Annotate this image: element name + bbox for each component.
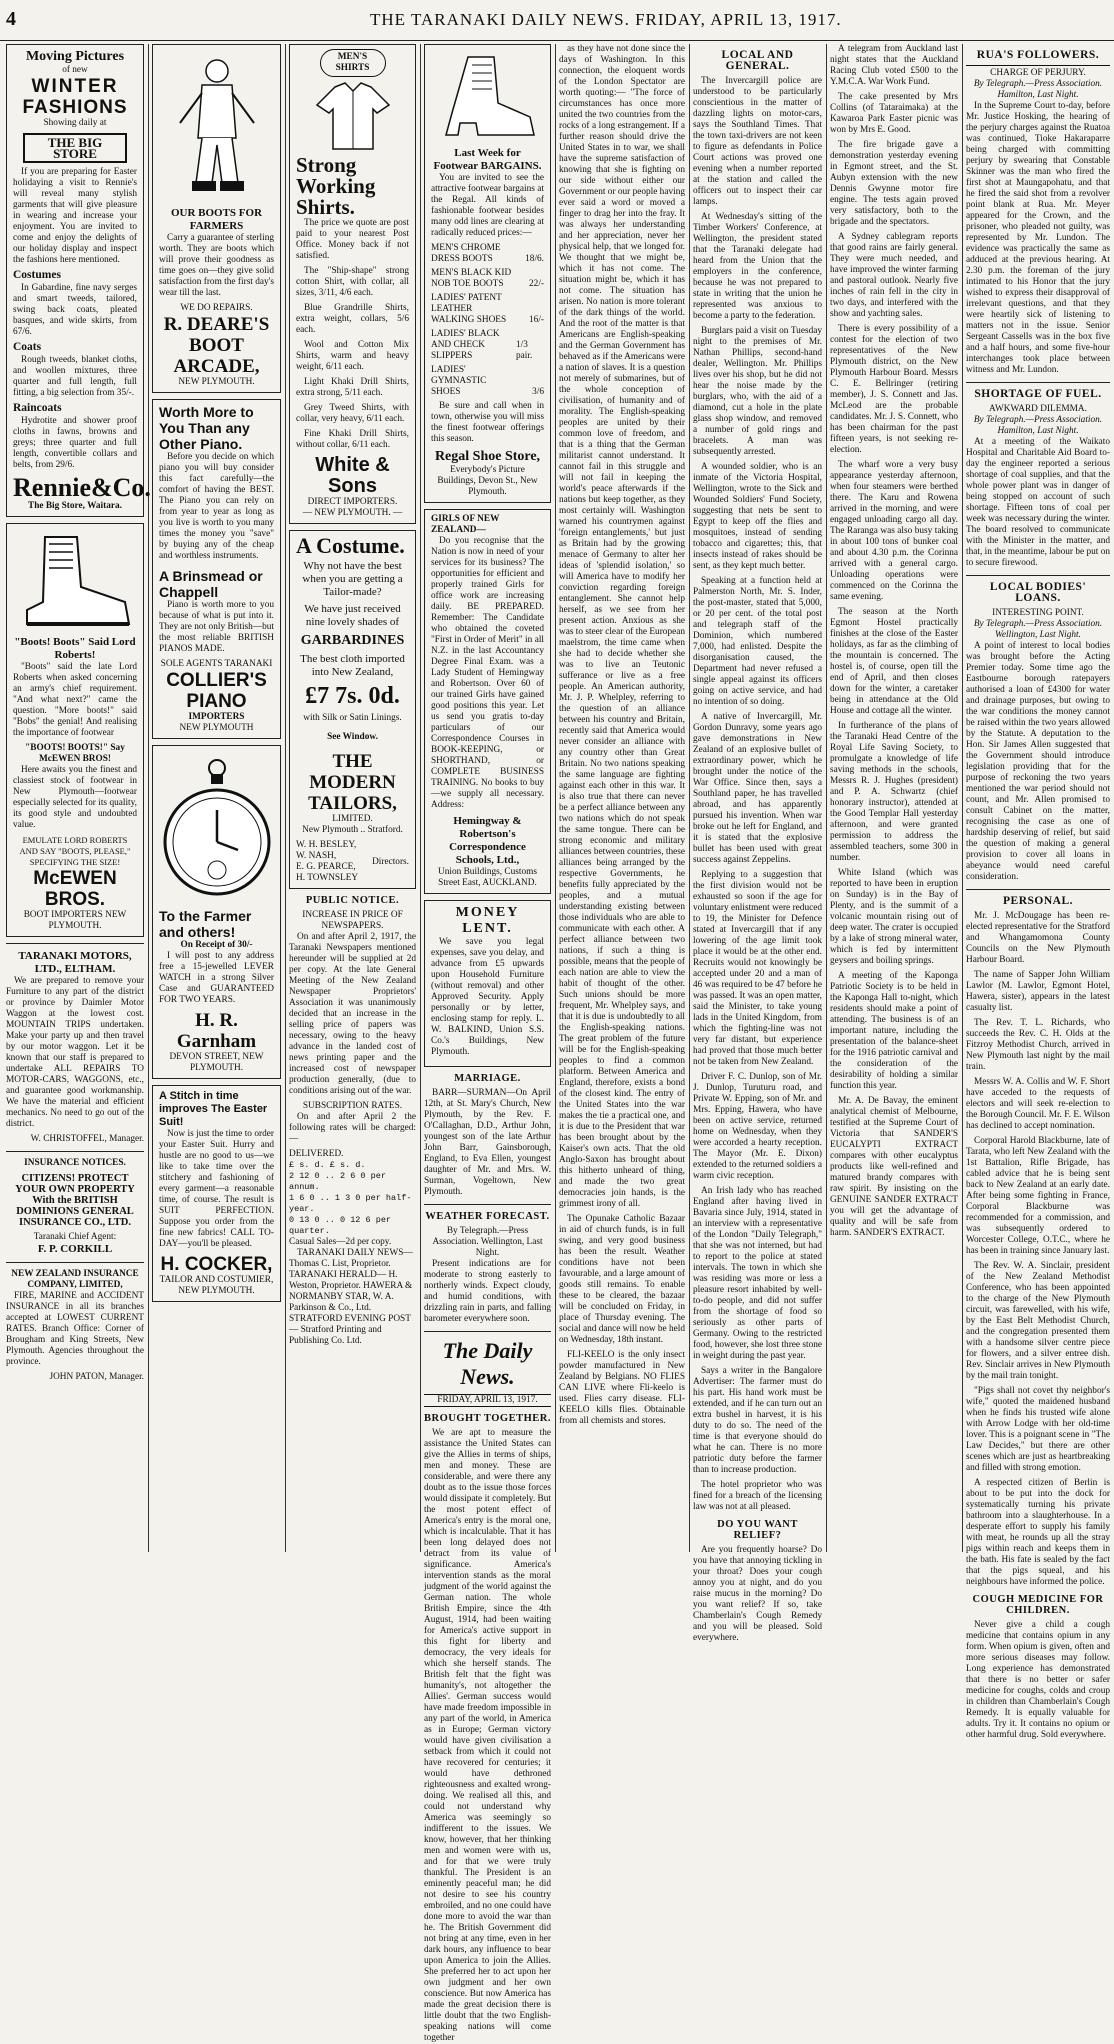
tailors-price: £7 7s. 0d. [305, 683, 400, 709]
director-name: W. NASH, [296, 851, 337, 861]
deare-advertisement [152, 44, 281, 393]
hemingway-brand: Hemingway & Robertson's Correspondence Schools, Ltd., [449, 815, 526, 866]
local-general-paragraphs [693, 76, 822, 1513]
local-news-item: Driver F. C. Dunlop, son of Mr. J. Dunlop, Turuturu road, and Private W. Epping, son of Mr. and Mrs. Epping, Hawera, who have been on active service, returned home on Wednesday, when they were accorded a hearty reception. The Mayor (Mr. E. Dixon) extended to the returned soldiers a warm civic reception. [693, 1072, 822, 1181]
editorial [424, 1338, 551, 2044]
weather-forecast [424, 1211, 551, 1325]
cocker-advertisement [152, 1085, 281, 1302]
tailors-fabric: GARBARDINES [300, 633, 405, 648]
garnham-offer: On Receipt of 30/- [180, 940, 253, 950]
collier-piano-advertisement [152, 399, 281, 739]
local-news-item: Speaking at a function held at Palmerston North, Mr. S. Inder, the post-master, stated that 5,000, or 20 per cent. of the total post and telegraph staff of the Dominion, which numbered 7,000, had enlisted. Despite the disorganisation caused, the Department had never refused a single appeal against its officers going on active service, and had no intention of so doing. [693, 576, 822, 707]
girls-body: Do you recognise that the Nation is now in need of your services for its business? The opportunities for efficient and properly trained Girls for office work are increasing daily. BE PREPARED. Remember: The Candidate who obtained the coveted "First in Order of Merit" in all N.Z. in the last Accountancy Degree Final Exam. was a Lady Student of Hemingway and Robertson. Over 60 of our trained Girls have gained good positions this year. Let us send you gratis to-day particulars of our Correspondence Courses in BOOK-KEEPING, or SHORTHAND, or COMPLETE BUSINESS TRAINING. No books to buy—we supply all necessary. Address: [431, 536, 544, 810]
tailors-place: New Plymouth .. Stratford. [302, 825, 403, 835]
fuel-head: SHORTAGE OF FUEL. [974, 388, 1102, 400]
piano-head2: A Brinsmead or Chappell [159, 568, 263, 600]
personal-item: "Pigs shall not covet thy neighbor's wife," quoted the maidened husband when he finds his trusted wife alone with Arrow Lodge with her old-time lover. This is a poignant scene in "The Law Decides," but there are other scenes which are just as heartbreaking and filled with strong emotion. [966, 1386, 1110, 1473]
marriage-body: BARR—SURMAN—On April 12th, at St. Mary's Church, New Plymouth, by the Rev. F. O'Callaghan, D.D., Arthur John, youngest son of the late Arthur John Barr, Gainsborough, England, to Eva Ellen, youngest daughter of Mr. and Mrs. W. Surman, Vogeltown, New Plymouth. [424, 1088, 551, 1197]
local-news-item: Replying to a suggestion that the first division would not be exhausted so soon if the age for voluntary enlistment were reduced to 19, the Minister for Defence stated at Invercargill that if any lowering of the age limit took place it would be at the other end. Recruits would not knowingly be accepted under 20 and a man of 46 was required to be 47 before he was passed. It was an open matter, said the Minister, to take young lads in the United Kingdom, from which the fighting-line was not very far distant, but experience had proved that those much better not be taken from New Zealand. [693, 870, 822, 1067]
divider [966, 382, 1110, 383]
divider [6, 943, 144, 944]
coats-heading: Coats [13, 341, 42, 353]
divider [966, 889, 1110, 890]
local-news-item: Burglars paid a visit on Tuesday night to the premises of Mr. Nathan Phillips, second-hand dealer, Wellington. Mr. Phillips lives over his shop, but he did not hear the noise made by the burglars, who, with the aid of a diamond, cut a hole in the plate glass shop window, and removed a number of gold rings and bracelets. A man was subsequently arrested. [693, 326, 822, 457]
divider [6, 1262, 144, 1263]
piano-head: Worth More to You Than any Other Piano. [159, 404, 254, 452]
nz-insurance-sign: JOHN PATON, Manager. [49, 1372, 144, 1382]
regal-item [431, 268, 544, 290]
tailors-with: with Silk or Satin Linings. [303, 713, 402, 723]
rennie-headline: Moving Pictures [25, 49, 125, 64]
motors-head: TARANAKI MOTORS, LTD., ELTHAM. [18, 950, 132, 975]
money-lent-head: MONEY LENT. [455, 905, 520, 936]
garnham-addr: DEVON STREET, NEW PLYMOUTH. [169, 1052, 264, 1073]
public-notice [289, 895, 416, 1347]
column-rule [962, 44, 963, 1552]
regal-item-name: LADIES' BLACK AND CHECK SLIPPERS [431, 329, 500, 361]
subscription-rates-head: SUBSCRIPTION RATES. [302, 1101, 403, 1111]
opunake-bazaar: The Opunake Catholic Bazaar in aid of church funds, is in full swing, and very good business has been the result. Weather conditions have not been favourable, and a large amount of goods still remains. To enable these to be cleared, the bazaar will be concluded on Friday, in place of Thursday evening. The social and dance will now be held on Wednesday, 18th instant. [559, 1214, 685, 1345]
rennie-showing: Showing daily at [43, 118, 107, 128]
personal-item: Mr. J. McDougage has been re-elected representative for the Stratford and Whangamomona County Councils on the New Plymouth Harbour Board. [966, 911, 1110, 965]
mcewen-quote-head: "Boots! Boots" Said Lord Roberts! [14, 636, 136, 661]
modern-tailors-brand: THE MODERN TAILORS, [308, 751, 397, 814]
rua-byline: By Telegraph.—Press Association. Hamilton, Last Night. [973, 79, 1103, 100]
rennie-intro: If you are preparing for Easter holidaying a visit to Rennie's will reveal many stylish garments that will give pleasure in wearing and increase your enjoyment. You are invited to come and enjoy the delights of our holiday display and inspect the fashions here mentioned. [13, 167, 137, 265]
rate-rows [289, 1160, 416, 1237]
weather-byline: By Telegraph.—Press Association. Wellington, Last Night. [432, 1226, 543, 1258]
piano-agents: SOLE AGENTS TARANAKI [160, 659, 273, 669]
public-notice-sub: INCREASE IN PRICE OF NEWSPAPERS. [302, 910, 403, 931]
personal-item: The name of Sapper John William Lawlor (M. Lawlor, Egmont Hotel, Hawera, sister), appears in the latest casualty list. [966, 970, 1110, 1013]
regal-head: Last Week for Footwear BARGAINS. [433, 147, 542, 172]
regal-item-price: 1/3 pair. [516, 340, 533, 361]
regal-item-price: 22/- [529, 279, 544, 289]
local-news-item: The fire brigade gave a demonstration yesterday evening in Egmont street, and the St. Aubyn extension with the new Dennis Gwynne motor fire engine. The tests again proved very satisfactory, both to the brigade and the spectators. [830, 140, 958, 227]
divider [966, 575, 1110, 576]
regal-footer: Be sure and call when in town, otherwise you will miss the finest footwear offerings this season. [431, 401, 544, 444]
local-news-item: The cake presented by Mrs Collins (of Tataraimaka) at the Kawaroa Park Easter picnic was won by Mrs E. Good. [830, 92, 958, 135]
mcewen-emulate: EMULATE LORD ROBERTS AND SAY "BOOTS, PLEASE," SPECIFYING THE SIZE! [19, 835, 131, 867]
nz-insurance-body: FIRE, MARINE and ACCIDENT INSURANCE in all its branches accepted at LOWEST CURRENT RATES. Branch Office: Corner of Brougham and King Streets, New Plymouth. Agencies throughout the province. [6, 1291, 144, 1367]
cocker-brand: H. COCKER, [160, 1254, 273, 1275]
rate-row: 0 13 0 .. 0 12 6 per quarter. [289, 1215, 392, 1236]
rua-body: In the Supreme Court to-day, before Mr. Justice Hosking, the hearing of the perjury charges against the Ruatoa was continued, Tioke Hakaraparre being charged with committing perjury by swearing that Constable Skinner was the man who fired the first shot at Maungapohatu, and that he fired the said shot from a revolver point blank at Rua. Mr. Meyer appeared for the Crown, and the prisoner, who pleaded not guilty, was represented by Mr. Lundon. The evidence was practically the same as adduced at the previous hearing. At 2.30 p.m. the foreman of the jury intimated to his Honor that the jury wished to express their disapproval of irrelevant questions, and that they were heartily sick of listening to matters not in the issue. Senior Sergeant Cassells was in the box five and a half hours, and some five-hour interchanges took place between witness and Mr. Lundon. [966, 101, 1110, 375]
loans-sub: INTERESTING POINT. [992, 608, 1084, 618]
column-5 [559, 44, 685, 1552]
directors-list [296, 840, 372, 884]
weather-body: Present indications are for moderate to strong easterly to northerly winds. Expect cloudy, and humid conditions, with drizzling rain in parts, and falling barometer everywhere soon. [424, 1259, 551, 1324]
regal-brand: Regal Shoe Store, [434, 449, 541, 464]
garnham-head: To the Farmer and others! [159, 908, 252, 940]
tailors-head: A Costume. [296, 533, 405, 558]
local-news-item: A Sydney cablegram reports that good rains are fairly general. They were much needed, and have improved the winter farming and pastoral outlook. Nearly five inches of rain fell in the city in two days, and interfered with the show and yachting sales. [830, 232, 958, 319]
regal-addr: Everybody's Picture Buildings, Devon St., New Plymouth. [437, 465, 538, 497]
rate-row: 2 12 0 .. 2 6 0 per annum. [289, 1171, 386, 1192]
regal-item [431, 329, 544, 362]
cocker-body: Now is just the time to order your Easter Suit. Hurry and hustle are no good to us—we like to take time over the stitchery and fashioning of every garment—a reasonable time, of course. The result is SUIT PERFECTION. Suppose you order from the fine new fabrics! CALL TO-DAY—you'll be pleased. [159, 1129, 274, 1249]
deare-repairs: WE DO REPAIRS. [180, 303, 253, 313]
local-news-item: Says a writer in the Bangalore Advertiser: The farmer must do his part. His hand work must be extended, and if he can turn out an extra bushel in harvest, it is his duty to do so. The need of the time is that everyone should do what he can. There is no more patriotic duty before the farmer than to increase production. [693, 1366, 822, 1475]
local-news-item: White Island (which was reported to have been in eruption on Sunday) is in the Bay of Plenty, and is the summit of a volcanic mountain rising out of deep water. The crater is occupied by a lake of strong mineral water, which is fed by intermittent geysers and boiling springs. [830, 868, 958, 966]
local-news-item: The season at the North Egmont Hostel practically finishes at the close of the Easter holidays, as far as the climbing of the mountain is concerned. The hostel is, of course, open till the end of April, and then closes down for the winter, a caretaker being in attendance at the Old House and cottage all the winter. [830, 607, 958, 716]
editorial-date: FRIDAY, APRIL 13, 1917. [424, 1394, 551, 1407]
coats-text: Rough tweeds, blanket cloths, and woollen mixtures, three quarter and full length, full fitting, a big selection from 35/-. [13, 355, 137, 398]
regal-intro: You are invited to see the attractive footwear bargains at the Regal. All kinds of fashionable footwear besides many odd lines are clearing at radically reduced prices:— [431, 173, 544, 238]
local-news-item: The Invercargill police are understood to be particularly conscientious in the matter of dazzling lights on motor-cars, says the Southland Times. That the town taxi-drivers are not keen to figure as defendants in Police Court actions was proved one evening when a number reported at the station and called the officers out to inspect their car lamps. [693, 76, 822, 207]
local-general-head: LOCAL AND GENERAL. [721, 49, 794, 72]
regal-item [431, 365, 544, 398]
divider [424, 1204, 551, 1205]
regal-item [431, 243, 544, 265]
regal-item-price: 3/6 [532, 387, 544, 397]
white-sons-sub1: DIRECT IMPORTERS. [307, 497, 398, 507]
masthead [0, 0, 1114, 41]
regal-items-list [431, 243, 544, 398]
tailors-ltd: LIMITED. [332, 814, 373, 824]
column-rule [420, 44, 421, 1552]
relief-body: Are you frequently hoarse? Do you have that annoying tickling in your throat? Does your cough annoy you at night, and do you raise mucus in the morning? Do you want relief? If so, take Chamberlain's Cough Remedy and you will be pleased. Sold everywhere. [693, 1545, 822, 1643]
mcewen-advertisement [6, 523, 144, 937]
modern-tailors-advertisement [289, 530, 416, 889]
deare-brand: R. DEARE'S BOOT ARCADE, [163, 314, 270, 377]
fuel-body: At a meeting of the Waikato Hospital and Charitable Aid Board to-day the engineer reported a serious shortage of coal supplies, and that the whole power plant was in danger of being stopped on account of such shortage. Fifteen tons of coal per week was necessary during the winter. The board resolved to communicate with the Minister in the matter, and that, in the meantime, labour be put on to secure firewood. [966, 437, 1110, 568]
agent-line: Taranaki Chief Agent: [33, 1232, 117, 1242]
regal-item-name: MEN'S CHROME DRESS BOOTS [431, 243, 501, 264]
regal-item-price: 16/- [529, 315, 544, 325]
column-7 [830, 44, 958, 1552]
personal-paragraphs [966, 911, 1110, 1588]
weather-head: WEATHER FORECAST. [425, 1211, 550, 1222]
director-name: E. G. PEARCE, [296, 862, 356, 872]
shirt-item: Blue Grandrille Shirts, extra weight, collars, 5/6 each. [296, 303, 409, 335]
personal-item: The Rev. W. A. Sinclair, president of the New Zealand Methodist Conference, who has been appointed to the charge of the New Plymouth circuit, was farewelled, with his wife, by the East Belt Methodist Church, and the congregation presented them with a handsome silver centre piece for flowers, and a silver entree dish. Rev. Sinclair arrives in New Plymouth by the mail train tonight. [966, 1261, 1110, 1381]
rate-row: £ s. d. £ s. d. [289, 1160, 366, 1170]
garnham-advertisement [152, 745, 281, 1079]
piano-body2: Piano is worth more to you because of what is put into it. They are not only British—but the most reliable BRITISH PIANOS MADE. [159, 600, 274, 654]
costumes-text: In Gabardine, fine navy serges and smart tweeds, tailored, swing back coats, pleated basques, and wide skirts, from 67/6. [13, 283, 137, 337]
column-rule [555, 44, 556, 1552]
mens-shirts-label: MEN'S SHIRTS [320, 49, 386, 77]
shirts-intro: The price we quote are post paid to your nearest Post Office. Money back if not satisfied. [296, 218, 409, 261]
column-rule [148, 44, 149, 1552]
fuel-byline: By Telegraph.—Press Association. Hamilton, Last Night. [973, 415, 1103, 436]
personal-item: Corporal Harold Blackburne, late of Tarata, who left New Zealand with the 1st Battalion, Rifle Brigade, has cabled advice that he is being sent back to New Zealand at an early date. After being some fighting in France, Corporal Blackburne was recommended for a commission, and was subsequently ordered to Worcester College, O.T.C., where he has been in training since January last. [966, 1136, 1110, 1256]
local-news-item: A native of Invercargill, Mr. Gordon Dunravy, some years ago gave demonstrations in New Zealand of an explosive bullet of extraordinary power, which he brought under the notice of the War Office. Since then, says a Southland paper, he has travelled abroad, and has apparently pursued his invention. When war broke out he left for England, and it is stated that the explosive bullet has been used with great success against Zeppelins. [693, 712, 822, 865]
personal-item: The Rev. T. L. Richards, who succeeds the Rev. C. H. Olds at the Fitzroy Methodist Church, arrived in New Plymouth last night by the mail train. [966, 1018, 1110, 1072]
loans-byline: By Telegraph.—Press Association. Wellington, Last Night. [973, 619, 1103, 640]
rennie-fashions: FASHIONS [22, 97, 128, 118]
garnham-body: I will post to any address free a 15-jewelled LEVER WATCH in a strong Silver Case and GUARANTEED FOR TWO YEARS. [159, 951, 274, 1005]
money-lent-body: We save you legal expenses, save you delay, and advance from £5 upwards upon Household Furniture (without removal) and other Approved Security. Apply personally or by letter, enclosing stamp for reply. L. W. BALKIND, Union S.S. Co.'s Buildings, New Plymouth. [431, 937, 544, 1057]
regal-shoe-advertisement [424, 44, 551, 503]
taranaki-motors-advertisement [6, 950, 144, 1145]
local-news-item: In furtherance of the plans of the Taranaki Head Centre of the Royal Life Saving Society, to promulgate a knowledge of life saving methods in the schools, Messrs R. J. Hughes (president) and P. A. Schwartz (chief honorary instructor), attended at the Good Templar Hall yesterday afternoon, and were granted permission to address the assembled teachers, some 300 in number. [830, 721, 958, 863]
deare-head: OUR BOOTS FOR FARMERS [170, 207, 263, 232]
local-news-item: A telegram from Auckland last night states that the Auckland Racing Club voted £500 to the Y.M.C.A. War Work Fund. [830, 44, 958, 87]
money-lent-advertisement [424, 900, 551, 1067]
shirts-head: Strong Working Shirts. [296, 153, 376, 219]
public-notice-body: On and after April 2, 1917, the Taranaki Newspapers mentioned hereunder will be supplied at 2d per copy. At the late General Meeting of the New Zealand Newspaper Proprietors' Association it was unanimously decided that an increase in the selling price of papers was necessary, owing to the heavy advance in the landed cost of news printing paper and the increased cost of newspaper production generally, (due to conditions arising out of the war. [289, 932, 416, 1096]
british-dominions-ad: CITIZENS! PROTECT YOUR OWN PROPERTY With the BRITISH DOMINIONS GENERAL INSURANCE CO., LTD. [15, 1173, 135, 1228]
rate-row: 1 6 0 .. 1 3 0 per half-year. [289, 1193, 412, 1214]
raincoats-heading: Raincoats [13, 402, 62, 414]
mcewen-sub: BOOT IMPORTERS NEW PLYMOUTH. [23, 910, 127, 931]
column-1 [6, 44, 151, 1552]
cocker-head: A Stitch in time improves The Easter Suit! [159, 1090, 268, 1128]
divider [424, 1331, 551, 1332]
shirt-item: Grey Tweed Shirts, with collar, very heavy, 6/11 each. [296, 403, 409, 424]
personal-head: PERSONAL. [1003, 895, 1073, 907]
mcewen-slogan: "BOOTS! BOOTS!" Say McEWEN BROS! [25, 743, 125, 764]
column-rule [689, 44, 690, 1552]
white-sons-sub2: — NEW PLYMOUTH. — [302, 508, 403, 518]
pocket-watch-icon [162, 754, 272, 904]
local-news-item: A meeting of the Kaponga Patriotic Society is to be held in the Kaponga Hall to-night, which residents should make a point of attending. The business is of an important nature, including the presentation of the balance-sheet for the 1916 patriotic carnival and the consideration of the desirability of holding a similar function this year. [830, 971, 958, 1091]
fuel-sub: AWKWARD DILEMMA. [989, 404, 1087, 414]
mcewen-body2: Here awaits you the finest and classiest stock of footwear in New Plymouth—footwear especially selected for its quality, its good style and undoubted value. [13, 765, 137, 830]
tailors-received: We have just received nine lovely shades of [304, 603, 401, 628]
rennie-advertisement [6, 44, 151, 517]
director-name: W. H. BESLEY, [296, 840, 357, 850]
cough-body: Never give a child a cough medicine that contains opium in any form. When opium is given, often and more serious diseases may follow. Long experience has demonstrated that there is no better or safer medicine for coughs, colds and croup in children than Chamberlain's Cough Remedy. It is equally valuable for adults. Try it. It contains no opium or other harmful drug. Sold everywhere. [966, 1620, 1110, 1740]
rua-sub: CHARGE OF PERJURY. [966, 65, 1110, 79]
cough-head: COUGH MEDICINE FOR CHILDREN. [972, 1594, 1104, 1616]
rua-head: RUA'S FOLLOWERS. [976, 49, 1100, 61]
loans-body: A point of interest to local bodies was brought before the Acting Premier today. Some time ago the Eastbourne borough ratepayers authorised a loan of £4300 for water and drainage purposes, but owing to the war conditions the money cannot be raised within the two years allowed by the Statute. A deputation to the Hon. Sir James Allen suggested that the Government should introduce legislation providing that for the purpose of reckoning the two years mentioned the war period should not count, and Mr. Allen promised to consult Cabinet on the matter, recognising the case as one of hardship deserving of relief, but said the question of making a general provision to cover all loans in abeyance would need careful consideration. [966, 641, 1110, 882]
relief-head: DO YOU WANT RELIEF? [717, 1519, 798, 1541]
insurance-notices [6, 1158, 144, 1383]
shirt-item: Light Khaki Drill Shirts, extra strong, 5/11 each. [296, 377, 409, 398]
piano-body: Before you decide on which piano you will buy consider this fact carefully—the comfort of having the BEST. The Piano you can rely on from year to year as long as you live is worth to you many times the money you "save" by buying any of the cheap and worthless instruments. [159, 452, 274, 561]
personal-item: Messrs W. A. Collis and W. F. Short have acceded to the requests of electors and will seek re-election to the Borough Council. Mr. F. E. Wilson has declined to accept nomination. [966, 1077, 1110, 1131]
big-store-banner: THE BIG STORE [23, 133, 127, 163]
regal-item-name: LADIES' GYMNASTIC SHOES [431, 365, 487, 397]
local-news-item: The hotel proprietor who was fined for a breach of the licensing law was not at all pleased. [693, 1480, 822, 1512]
shirt-item: The "Ship-shape" strong cotton Shirt, with collar, all sizes, 3/11, 4/6 each. [296, 266, 409, 298]
deare-place: NEW PLYMOUTH. [178, 377, 255, 387]
ladies-boot-illustration-icon [438, 53, 538, 143]
tailors-best: The best cloth imported into New Zealand, [300, 653, 405, 678]
column-3 [289, 44, 416, 1552]
local-news-item: An Irish lady who has reached England after having lived in Bavaria since July, 1914, stated in an interview with a representative of the London "Daily Telegraph," that she was not interned, but had to report to the police at stated intervals. The town in which she was residing was more or less a pleasure resort inhabited by well-to-do people, and did not suffer from the shortage of food so seriously as other parts of Germany. Owing to the restricted food, however, she lost three stone in weight during the past year. [693, 1186, 822, 1361]
regal-item-name: LADIES' PATENT LEATHER WALKING SHOES [431, 293, 507, 325]
marriage-notice [424, 1073, 551, 1198]
subscription-rates-body: On and after April 2 the following rates will be charged:— [289, 1112, 416, 1144]
casual-sales: Casual Sales—2d per copy. [289, 1237, 392, 1247]
editorial-continued: as they have not done since the days of Washington. In this connection, the eloquent words of the London Spectator are worth quoting:— "The force of circumstances has once more united the two countries from the rocks of a long estrangement. If a further reason should drive the United States in to war, we shall have the supreme satisfaction of knowing that she is fighting on our side without either our Government or our people having ever said a word or moved a finger to drag her into the fray. It was always her understanding and her appreciation, never her physical help, that we longed for. We thought that we might be, which it has not come. The situation might be, which it has not come. The situation has arisen. No nation is more tolerant of the dark things of the world. And the root of the matter is that Americans are English-speaking and the German Government has behaved as if the Americans were a nation of slaves. It is a question not merely of submarines, but of the whole conception of civilisation, of humanity and of morality. The English-speaking peoples are united by their common love of freedom, and that is a thing that the German militarist cannot understand. It cannot fail in this struggle and will not fail in keeping the world's peace afterwards if the nations but keep together, as they most certainly will. Washington warned his countrymen against 'foreign entanglements,' but just as Britain had by the growing menace of Germany to alter her ideas of 'splendid isolation,' so will America have to modify her conviction regarding foreign entanglement. She cannot help herself, as we see from her present action. Anxious as she was to steer clear of the European maelstrom, the time came when she had to decide whether she was to live an Teutonic sufferance or live as a free people. An American authority, Mr. J. P. Whelpley, referring to the question of an alliance between his country and Britain, recently said that America would never consider an alliance with any country other than Great Britain. No two nations speaking the same language are fighting against each other in this war. It is also true that there can never be a perfect alliance between any two nations which do not speak the same tongue. There can be strong economic and military alliances between countries, these alliances being arranged by the respective Governments, he benefits fully appreciated by the peoples, and a mutual understanding existing between those individuals who are able to communicate with each other. A perfect alliance between two nations, if such a thing is possible, means that the people of each nation are able to view the habit of thought of the other. Such unions should be more frequent, Mr. Whelpley says, and that it is due is undoubtedly to all the English-speaking nations. The great problem of the future will be for the English-speaking peoples to find a common platform. Between America and England, therefore, exists a bond of the closest kind. The entry of the United States into the war makes the tie a practical one, and it is due to the President that war has been brought about by the Kaiser's own acts. That the old Anglo-Saxon has brought about this hitherto unheard of thing, and made the two great democracies join hands, is the grimmest irony of all. [559, 44, 685, 1209]
column-2 [152, 44, 281, 1552]
column-6 [693, 44, 822, 1643]
directors-label: Directors. [372, 856, 409, 867]
piano-place: NEW PLYMOUTH [179, 723, 254, 733]
boot-illustration-icon [15, 532, 135, 632]
page-number: 4 [6, 8, 16, 30]
divider [6, 1151, 144, 1152]
daily-news-nameplate: The Daily News. [442, 1338, 533, 1389]
local-news-item: A wounded soldier, who is an inmate of the Victoria Hospital, Wellington, wrote to the Sick and Wounded Soldiers' Fund Society, suggesting that nets be sent to Egypt to keep off the flies and mosquitoes, instead of sending tobacco and cigarettes; this, that insects instead of rakes should be sent, as they kept much better. [693, 462, 822, 571]
white-sons-advertisement [289, 44, 416, 524]
regal-item-name: MEN'S BLACK KID NOB TOE BOOTS [431, 268, 512, 289]
shirt-item: Fine Khaki Drill Shirts, without collar, 6/11 each. [296, 429, 409, 450]
column-8 [966, 44, 1110, 1740]
hemingway-addr: Union Buildings, Customs Street East, AUCKLAND. [438, 867, 537, 888]
delivered-label: DELIVERED. [289, 1149, 344, 1159]
local-news-item: There is every possibility of a contest for the election of two representatives of the New Plymouth district, on the New Plymouth Harbour Board. Messrs C. E. Bellringer (retiring member), J. S. Connett and Jas. McLeod are the probable candidates. Mr. J. S. Connett, who has been chairman for the past fifteen years, is not seeking re-election. [830, 324, 958, 455]
director-name: H. TOWNSLEY [296, 873, 359, 883]
column-4 [424, 44, 551, 2043]
editorial-head: BROUGHT TOGETHER. [424, 1413, 551, 1424]
rennie-brand: Rennie&Co. [13, 473, 151, 502]
mcewen-brand: McEWEN BROS. [33, 868, 117, 910]
editorial-body: We are apt to measure the assistance the United States can give the Allies in terms of ships, men and money. These are considerable, and were there any doubt as to the issue those forces would dissipate it completely. But the most potent effect of America's entry is the moral one, which is incalculable. That it has been long delayed does not detract from its value of significance. America's intervention stands as the moral judgment of the world against the German nation. The whole British Empire, since the 4th August, 1914, had been waiting for America's active support in this fight for liberty and democracy, the very ideals for which she herself stands. The British felt that the fight was humanity's, not altogether the Allies'. German success would have made freedom impossible in any part of the world, in America as in Europe; German victory would have given civilisation a setback from which it could not have recovered for centuries; it would have dethroned righteousness and exalted wrong-doing. We realised all this, and could not understand why America was seemingly so indifferent to the issues. We know, however, that her thinking men and women were with us, and for that we were truly thankful. The President is an eminently peaceful man; he did not desire to see his country embroiled, and no one could have done more to avoid the war than he. The British Government did not bring at any time, even in her dark hours, any influence to bear upon America to join the Allies. She preferred her to act upon her own judgment and her own conscience. But now America has made the great decision there is little doubt that the two English-speaking nations will come together [424, 1428, 551, 2043]
regal-item [431, 293, 544, 326]
girls-head: GIRLS OF NEW ZEALAND— [431, 514, 500, 535]
newspaper-title: THE TARANAKI DAILY NEWS. FRIDAY, APRIL 13, 1917. [370, 10, 842, 29]
tailors-see-window: See Window. [327, 732, 378, 742]
newspaper-list: TARANAKI DAILY NEWS— Thomas C. List, Proprietor. TARANAKI HERALD— H. Weston, Proprietor. HAWERA & NORMANBY STAR, W. A. Parkinson & Co., Ltd. STRATFORD EVENING POST— Stratford Printing and Publishing Co. Ltd. [289, 1248, 413, 1346]
column-rule [285, 44, 286, 1552]
white-sons-brand: White & Sons [315, 454, 390, 497]
public-notice-head: PUBLIC NOTICE. [305, 895, 400, 906]
piano-importers: IMPORTERS [188, 712, 245, 722]
motors-sign: W. CHRISTOFFEL, Manager. [30, 1134, 144, 1144]
shirt-item: Wool and Cotton Mix Shirts, warm and heavy weight, 6/11 each. [296, 340, 409, 372]
insurance-notices-head: INSURANCE NOTICES. [24, 1158, 126, 1168]
column-rule [826, 44, 827, 1552]
rennie-headline-sub: of new [62, 65, 88, 75]
shirt-illustration-icon [313, 81, 393, 151]
nz-insurance-head: NEW ZEALAND INSURANCE COMPANY, LIMITED, [11, 1269, 139, 1290]
farmer-boots-illustration-icon [162, 53, 272, 203]
costumes-heading: Costumes [13, 269, 61, 281]
loans-head: LOCAL BODIES' LOANS. [989, 581, 1087, 604]
rennie-tagline: The Big Store, Waitara. [28, 501, 122, 511]
regal-item-price: 18/6. [525, 254, 544, 264]
shirt-items-list [296, 266, 409, 451]
agent-name: F. P. CORKILL [37, 1243, 113, 1255]
local-general-continued [830, 44, 958, 1239]
rennie-winter: WINTER [31, 76, 119, 97]
marriage-head: MARRIAGE. [454, 1073, 521, 1084]
mcewen-body: "Boots" said the late Lord Roberts when asked concerning an army's chief requirement. "And what next?" came the question. "More boots!" said "Bobs" the genial! And realising the importance of footwear [13, 662, 137, 738]
collier-brand: COLLIER'S PIANO [166, 670, 267, 712]
local-news-item: At Wednesday's sitting of the Timber Workers' Conference, at Wellington, the president stated that the Taranaki delegate had heard from the Union that the employers in the conference, because he was not prepared to state in writing that the union he represented was anxious to become a party to the federation. [693, 212, 822, 321]
tailors-directors [296, 840, 409, 884]
garnham-brand: H. R. Garnham [176, 1010, 257, 1052]
deare-body: Carry a guarantee of sterling worth. They are boots which will prove their goodness as time goes on—they give solid satisfaction from the first day's wear till the last. [159, 233, 274, 298]
local-news-item: The wharf wore a very busy appearance yesterday afternoon, when four steamers were berthed there. The Karu and Rowena arrived in the morning, and were engaged unloading cargo all day. The Raranga was also busy taking in about 100 tons of bunker coal and about 4.30 p.m. the Corinna arrived with a general cargo. Unloading operations were commenced on the Corinna the same evening. [830, 460, 958, 602]
cocker-sub: TAILOR AND COSTUMIER, NEW PLYMOUTH. [159, 1275, 274, 1296]
personal-item: A respected citizen of Berlin is about to be put into the dock for systematically turning his private bathroom into a slaughterhouse. In a desperate effort to supply his family with meat, he rounds up all the stray pigs within reach and keeps them in the bath. His fate is sealed by the fact that the pigs squeal, and his neighbours have informed the police. [966, 1478, 1110, 1587]
tailors-question: Why not have the best when you are getting a Tailor-made? [302, 560, 403, 598]
local-news-item: Mr. A. De Bavay, the eminent analytical chemist of Melbourne, testified at the Supreme Court of Victoria that SANDER'S EUCALYPTI EXTRACT compares with other eucalyptus products like well-refined and matured brandy compares with raw spirit. By insisting on the GENUINE SANDER EXTRACT you will get the advantage of quality and will be safe from harm. SANDER'S EXTRACT. [830, 1096, 958, 1238]
fli-keelo-ad: FLI-KEELO is the only insect powder manufactured in New Zealand by Belgians. NO FLIES CAN LIVE where Fli-keelo is used. Flies carry disease. FLI-KEELO kills flies. Obtainable from all chemists and stores. [559, 1350, 685, 1426]
raincoats-text: Hydrotite and shower proof cloths in fawns, browns and greys; three quarter and full length, convertible collars and belts, from 29/6. [13, 416, 137, 470]
hemingway-advertisement [424, 509, 551, 894]
motors-body: We are prepared to remove your Furniture to any part of the district or province by Daimler Motor Waggon at the lowest cost. MOUNTAIN TRIPS undertaken. Make your party up and then travel by our motor waggon. Let it be known that our staff is prepared to undertake ALL REPAIRS TO MOTOR-CARS, WAGGONS, etc., and guarantee good workmanship. We have the material and efficient mechanics. No need to go out of the district. [6, 976, 144, 1129]
